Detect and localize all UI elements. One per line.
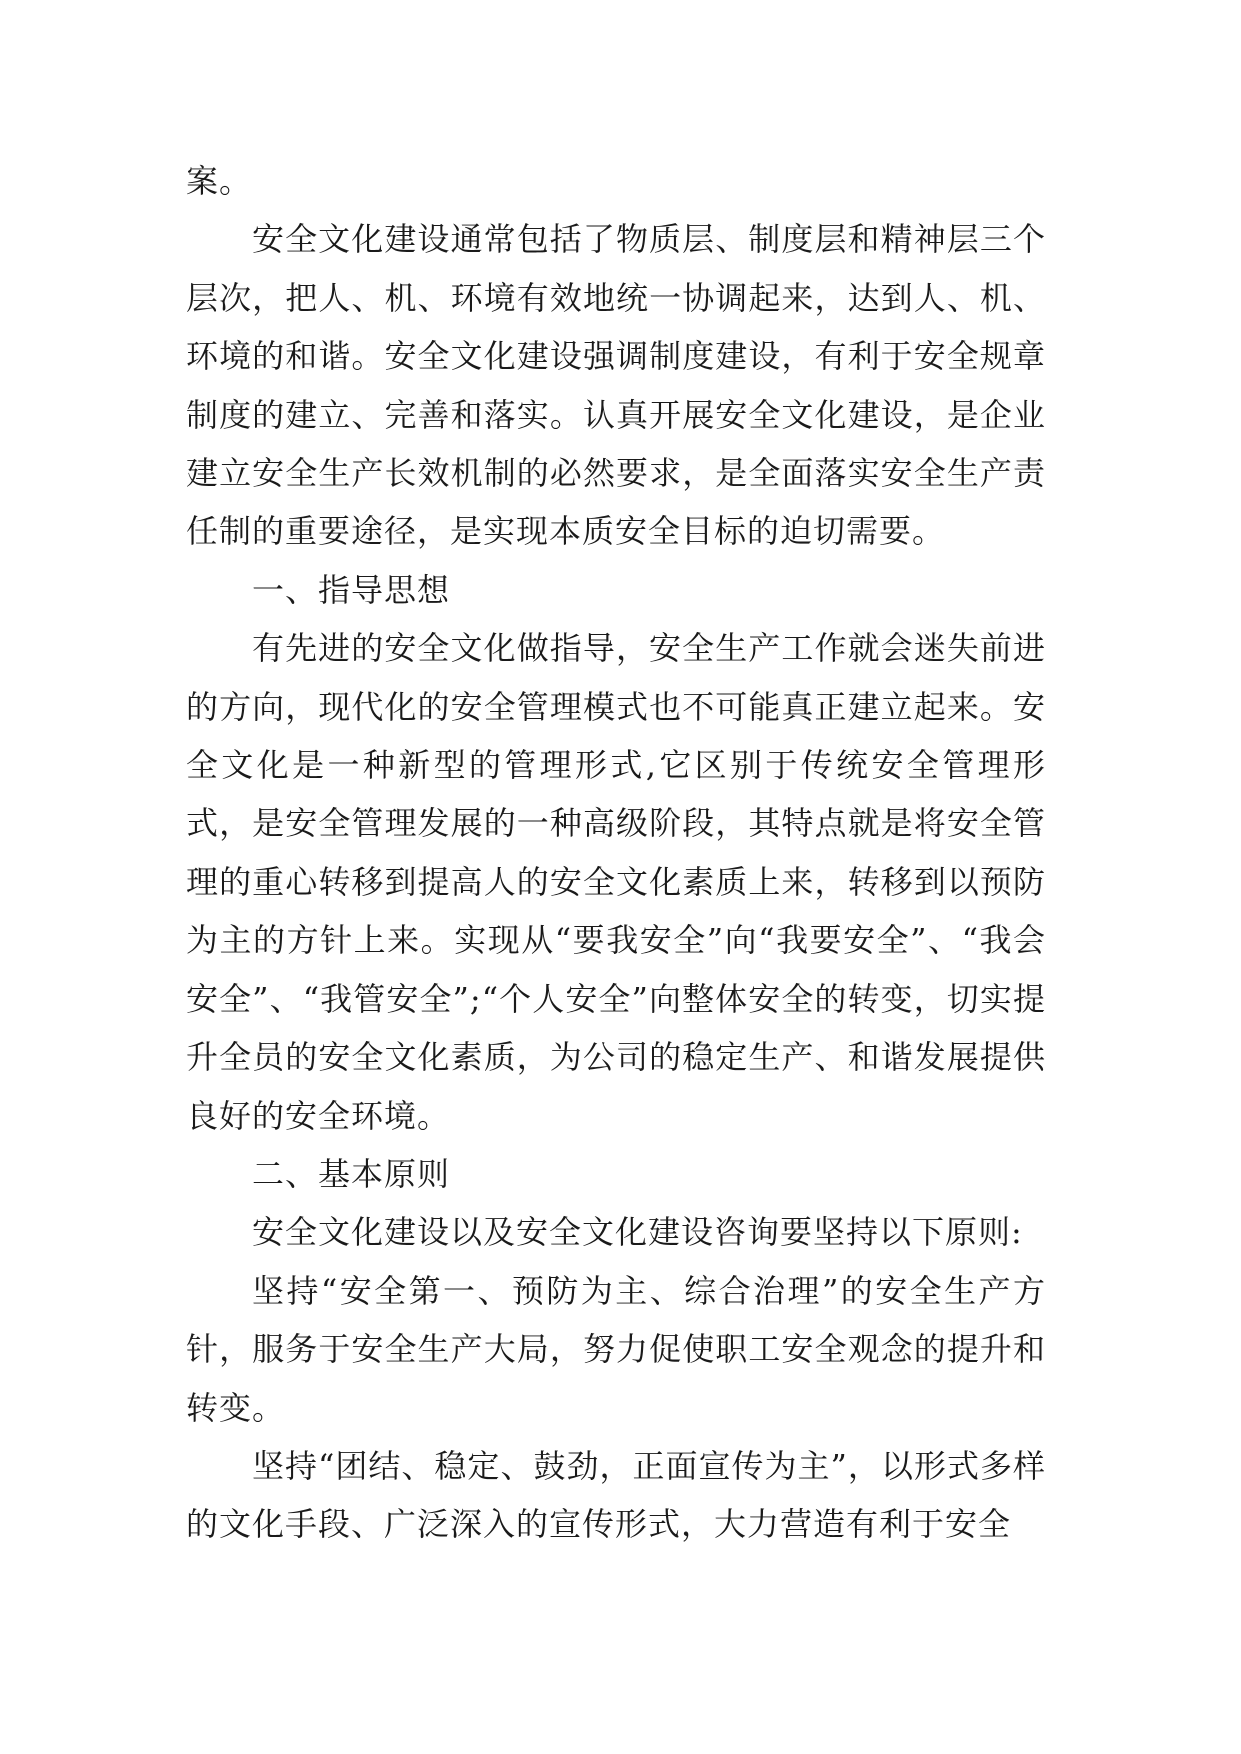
paragraph-guiding-ideology: 有先进的安全文化做指导，安全生产工作就会迷失前进的方向，现代化的安全管理模式也不可能真正建立起来。安全文化是一种新型的管理形式,它区别于传统安全管理形式，是安全管理发展的一种高级阶段，其特点就是将安全管理的重心转移到提高人的安全文化素质上来，转移到以预防为主的方针上来。实现从“要我安全”向“我要安全”、“我会安全”、“我管安全”;“个人安全”向整体安全的转变，切实提升全员的安全文化素质，为公司的稳定生产、和谐发展提供良好的安全环境。 xyxy=(186,629,1046,1135)
paragraph-principle-two: 坚持“团结、稳定、鼓劲，正面宣传为主”，以形式多样的文化手段、广泛深入的宣传形式，大力营造有利于安全 xyxy=(186,1446,1046,1544)
paragraph-principles-intro: 安全文化建设以及安全文化建设咨询要坚持以下原则: xyxy=(252,1213,1023,1252)
document-body xyxy=(186,152,1046,1554)
paragraph-safety-culture-overview: 安全文化建设通常包括了物质层、制度层和精神层三个层次，把人、机、环境有效地统一协调起来，达到人、机、环境的和谐。安全文化建设强调制度建设，有利于安全规章制度的建立、完善和落实。认真开展安全文化建设，是企业建立安全生产长效机制的必然要求，是全面落实安全生产责任制的重要途径，是实现本质安全目标的迫切需要。 xyxy=(186,220,1046,551)
section-heading-guiding-ideology: 一、指导思想 xyxy=(252,570,451,609)
section-heading-basic-principles: 二、基本原则 xyxy=(252,1154,451,1193)
paragraph-principle-one: 坚持“安全第一、预防为主、综合治理”的安全生产方针，服务于安全生产大局，努力促使职工安全观念的提升和转变。 xyxy=(186,1271,1046,1427)
paragraph-continuation: 案。 xyxy=(186,162,253,200)
